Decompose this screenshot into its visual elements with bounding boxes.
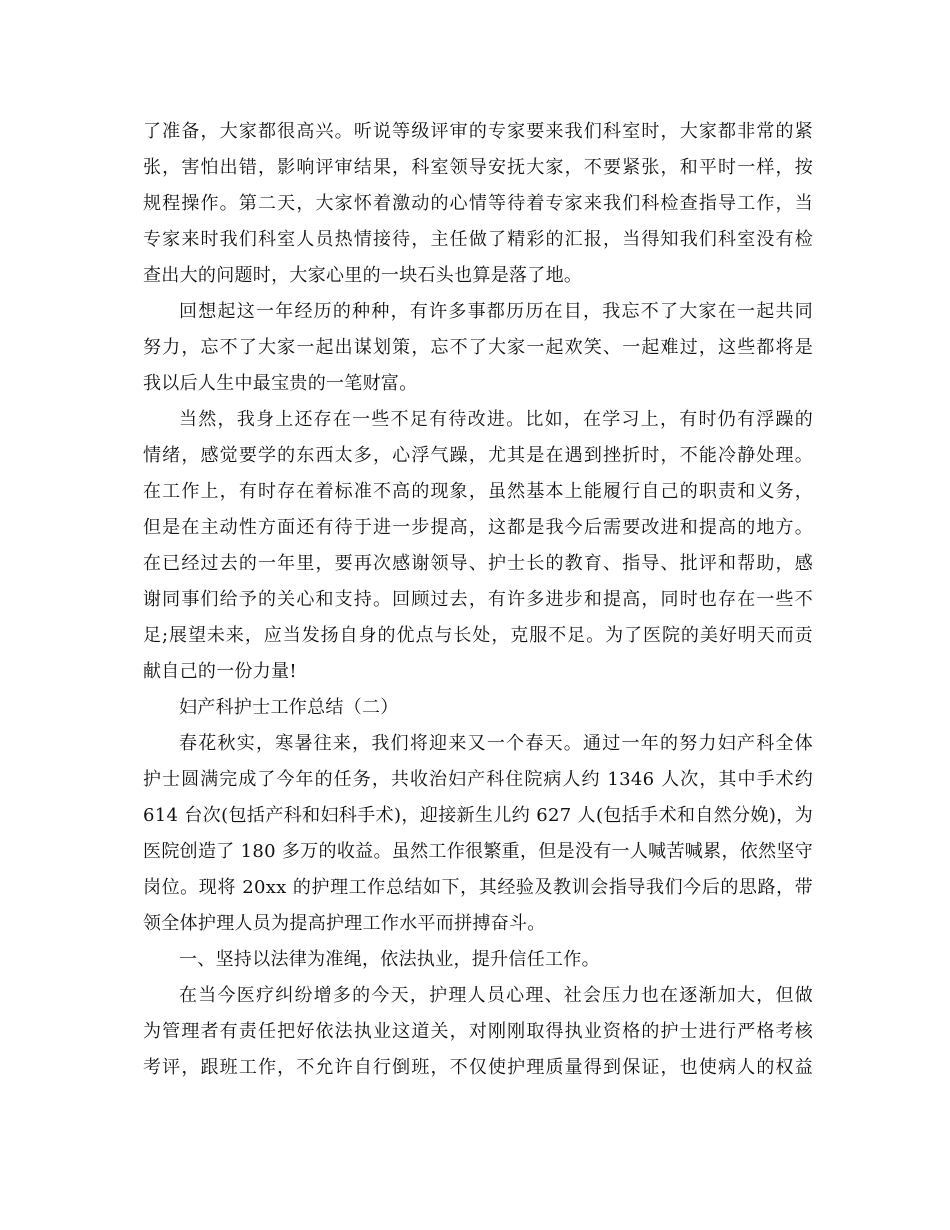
- text-line: 医院创造了 180 多万的收益。虽然工作很繁重，但是没有一人喊苦喊累，依然坚守: [143, 841, 813, 862]
- text-line: 回想起这一年经历的种种，有许多事都历历在目，我忘不了大家在一起共同: [179, 301, 813, 322]
- text-line: 614 台次(包括产科和妇科手术)，迎接新生儿约 627 人(包括手术和自然分娩)，为: [143, 805, 813, 826]
- text-line: 当然，我身上还存在一些不足有待改进。比如，在学习上，有时仍有浮躁的: [179, 409, 813, 430]
- text-line: 规程操作。第二天，大家怀着激动的心情等待着专家来我们科检查指导工作，当: [143, 193, 813, 214]
- text-line: 一、坚持以法律为准绳，依法执业，提升信任工作。: [179, 949, 600, 970]
- text-line: 献自己的一份力量!: [143, 661, 297, 682]
- text-line: 在已经过去的一年里，要再次感谢领导、护士长的教育、指导、批评和帮助，感: [143, 553, 813, 574]
- text-line: 情绪，感觉要学的东西太多，心浮气躁，尤其是在遇到挫折时，不能冷静处理。: [143, 445, 813, 466]
- text-line: 谢同事们给予的关心和支持。回顾过去，有许多进步和提高，同时也存在一些不: [143, 589, 813, 610]
- text-line: 努力，忘不了大家一起出谋划策，忘不了大家一起欢笑、一起难过，这些都将是: [143, 337, 813, 358]
- text-line: 查出大的问题时，大家心里的一块石头也算是落了地。: [143, 265, 583, 286]
- document-body: [143, 114, 813, 1086]
- text-line: 岗位。现将 20xx 的护理工作总结如下，其经验及教训会指导我们今后的思路，带: [143, 877, 813, 898]
- text-line: 专家来时我们科室人员热情接待，主任做了精彩的汇报，当得知我们科室没有检: [143, 229, 813, 250]
- text-line: 妇产科护士工作总结（二）: [179, 697, 399, 718]
- text-line: 但是在主动性方面还有待于进一步提高，这都是我今后需要改进和提高的地方。: [143, 517, 813, 538]
- text-line: 足;展望未来，应当发扬自身的优点与长处，克服不足。为了医院的美好明天而贡: [143, 625, 813, 646]
- text-line: 在当今医疗纠纷增多的今天，护理人员心理、社会压力也在逐渐加大，但做: [179, 985, 813, 1006]
- text-line: 张，害怕出错，影响评审结果，科室领导安抚大家，不要紧张，和平时一样，按: [143, 157, 813, 178]
- text-line: 领全体护理人员为提高护理工作水平而拼搏奋斗。: [143, 913, 546, 934]
- text-line: 考评，跟班工作，不允许自行倒班，不仅使护理质量得到保证，也使病人的权益: [143, 1057, 813, 1078]
- text-line: 为管理者有责任把好依法执业这道关，对刚刚取得执业资格的护士进行严格考核: [143, 1021, 813, 1042]
- text-line: 护士圆满完成了今年的任务，共收治妇产科住院病人约 1346 人次，其中手术约: [143, 769, 813, 790]
- text-line: 我以后人生中最宝贵的一笔财富。: [143, 373, 418, 394]
- text-line: 春花秋实，寒暑往来，我们将迎来又一个春天。通过一年的努力妇产科全体: [179, 733, 813, 754]
- text-line: 了准备，大家都很高兴。听说等级评审的专家要来我们科室时，大家都非常的紧: [143, 121, 813, 142]
- text-line: 在工作上，有时存在着标准不高的现象，虽然基本上能履行自己的职责和义务，: [143, 481, 813, 502]
